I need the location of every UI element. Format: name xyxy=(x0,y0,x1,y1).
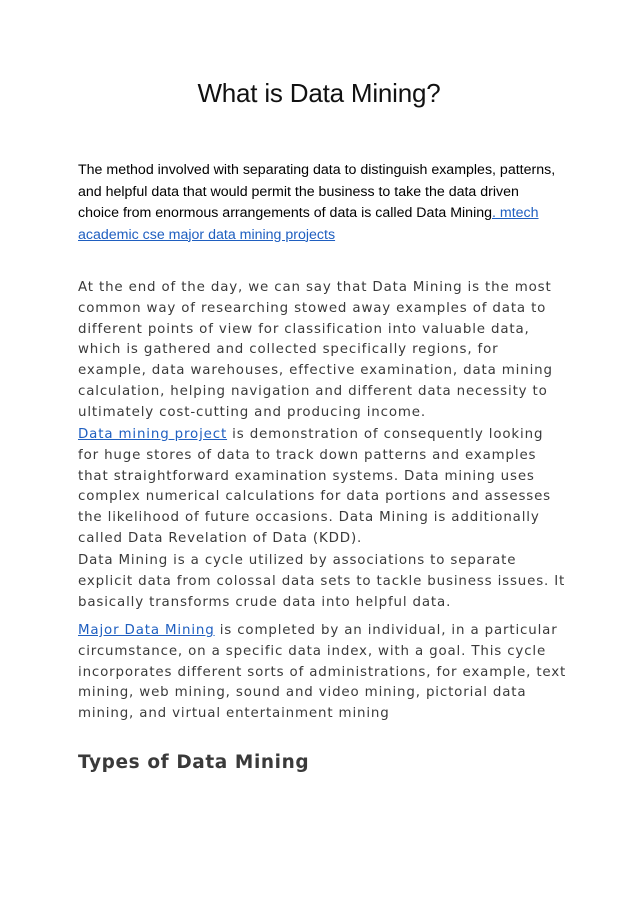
major-data-mining-link[interactable]: Major Data Mining xyxy=(78,623,215,638)
paragraph-2-text: is demonstration of consequently looking for huge stores of data to track down patterns and examples that straightforward examination systems. Data mining uses complex numerical calculations for data portions and assesses the likelihood of future occasions. Data Mining is additionally called Data Revelation of Data (KDD). xyxy=(78,427,552,546)
paragraph-3-text: Data Mining is a cycle utilized by associations to separate explicit data from colossal data sets to tackle business issues. It basically transforms crude data into helpful data. xyxy=(78,553,566,610)
page-title: What is Data Mining? xyxy=(197,78,441,108)
body-paragraph-1 xyxy=(78,278,568,424)
data-mining-project-link[interactable]: Data mining project xyxy=(78,427,228,442)
body-paragraph-4 xyxy=(78,621,568,725)
intro-paragraph xyxy=(78,160,558,246)
section-heading: Types of Data Mining xyxy=(78,752,310,773)
body-paragraph-3 xyxy=(78,551,568,613)
intro-link[interactable]: . mtech academic cse major data mining projects xyxy=(78,205,539,243)
paragraph-1-text: At the end of the day, we can say that Data Mining is the most common way of researching stowed away examples of data to different points of view for classification into valuable data, which is gathered and collected specifically regions, for example, data warehouses, effective examination, data mining calculation, helping navigation and different data necessity to ultimately cost-cutting and producing income. xyxy=(78,280,553,420)
paragraph-4-text: is completed by an individual, in a particular circumstance, on a specific data index, with a goal. This cycle incorporates different sorts of administrations, for example, text mining, web mining, sound and video mining, pictorial data mining, and virtual entertainment mining xyxy=(78,623,567,722)
intro-text: The method involved with separating data to distinguish examples, patterns, and helpful data that would permit the business to take the data driven choice from enormous arrangements of data is called Data Mining xyxy=(78,162,556,221)
body-paragraph-2 xyxy=(78,425,568,550)
